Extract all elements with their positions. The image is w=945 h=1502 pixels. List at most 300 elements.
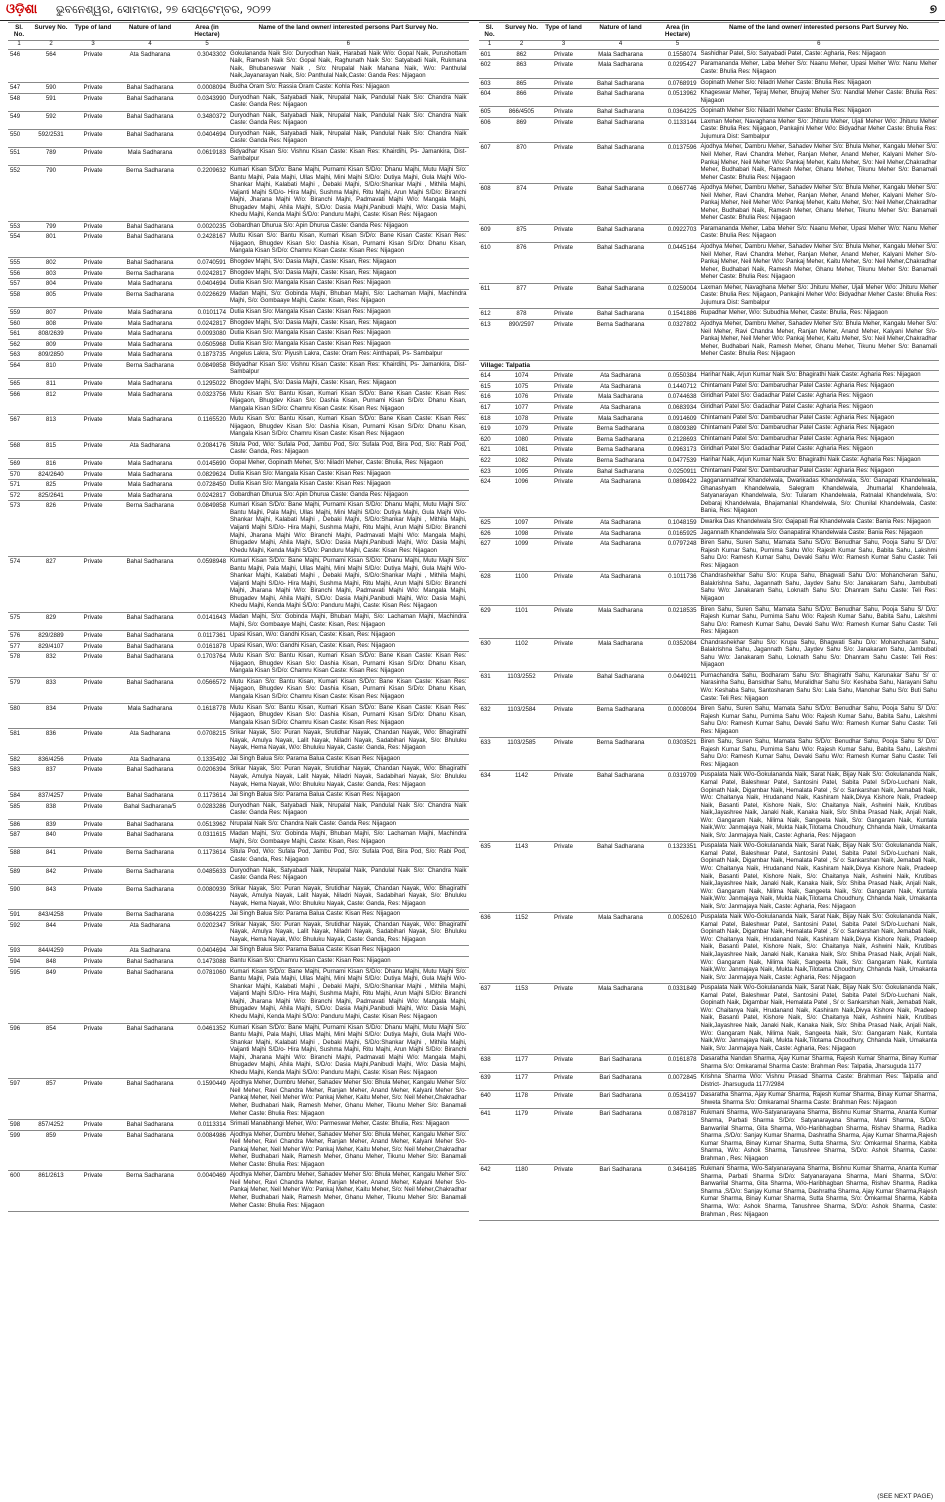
table-row: [8, 307, 469, 318]
cell-sl-no: 571: [8, 480, 30, 491]
cell-survey-no: 874: [501, 184, 543, 225]
cell-area: 0.0534197: [657, 1091, 699, 1109]
cell-area: 0.0343990: [186, 93, 228, 111]
table-row: [8, 703, 469, 729]
cell-area: 0.0404694: [186, 129, 228, 147]
cell-area: 0.1173614: [186, 791, 228, 802]
cell-sl-no: 583: [8, 765, 30, 791]
cell-survey-no: 840: [30, 830, 72, 848]
table-row: [479, 60, 940, 78]
cell-land-nature: Bahal Sadharana: [585, 143, 657, 184]
cell-survey-no: 592: [30, 111, 72, 129]
cell-land-nature: Bahal Sadharana: [585, 224, 657, 242]
cell-survey-no: 824/2640: [30, 469, 72, 480]
cell-area: 0.2428167: [186, 232, 228, 258]
table-row: [479, 319, 940, 360]
cell-area: 0.0008094: [186, 83, 228, 94]
table-row: [8, 754, 469, 765]
cell-sl-no: 591: [8, 910, 30, 921]
cell-area: 0.3480372: [186, 111, 228, 129]
table-row: [479, 1109, 940, 1165]
cell-owner-names: Ajodhya Meher, Dambru Meher, Sahadev Meher S/o: Bhula Meher, Kangalu Meher S/o: Neil Meher, Ravi Chandra Meher, Ranjan Meher, Anand Meher, Kalyani Meher S/o-Pankaj Meher, Neil Meher W/o: Pankaj Meher, Kaitu Meher, S/o: Neil Meher,Chakradhar Meher, Budhabari Naik, Ramesh Meher, Ghanu Meher, Tikunu Meher S/o: Banamali Meher Caste: Bhulia Res: Nijagaon: [228, 1171, 469, 1212]
cell-area: 0.0708215: [186, 729, 228, 755]
cell-owner-names: Chintamani Patel S/o: Dambarudhar Patel Caste: Agharia Res: Nijagaon: [699, 466, 940, 477]
cell-survey-no: 829/4107: [30, 641, 72, 652]
cell-land-nature: Mala Sadharana: [585, 984, 657, 1055]
cell-land-nature: Bahal Sadharana: [585, 671, 657, 704]
cell-owner-names: Harihar Naik, Arjun Kumar Naik S/o: Bhagirathi Naik Caste: Agharia Res: Nijagaon: [699, 456, 940, 467]
cell-area: 0.0137596: [657, 143, 699, 184]
cell-area: 0.0052610: [657, 913, 699, 984]
cell-owner-names: Puspalata Naik W/o-Gokulananda Naik, Sarat Naik, Bijay Naik S/o: Gokulananda Naik, Kamal Patel, Baleshwar Patel, Santosini Patel, Sabita Patel S/D/o-Luchani Naik, Gopinath Naik, Digambar Naik, Hemalata Patel , S/ o: Sankarshan Naik, Jemabati Naik, W/o: Chaitanya Naik, Hrudanand Naik, Kashiram Naik,Divya Kishore Naik, Pradeep Naik, Basanti Patel, Kishore Naik, S/o: Chaitanya Naik, Ashwini Naik, Krutibas Naik,Jayashree Naik, Janaki Naik, Kanaka Naik, S/o: Shiba Prasad Naik, Anjali Naik, W/o: Gangaram Naik, Nilima Naik, Sangeeta Naik, S/o: Gangaram Naik, Kuntala Naik,W/o: Janmajaya Naik, Mukta Naik,Tilotama Choudhury, Chhanda Naik, Umakanta Naik, S/o: Janmajaya Naik, Caste: Agharia, Res: Nijagaon: [699, 842, 940, 913]
cell-sl-no: 587: [8, 830, 30, 848]
table-row: [8, 83, 469, 94]
cell-survey-no: 1178: [501, 1091, 543, 1109]
cell-land-nature: Mala Sadharana: [114, 469, 186, 480]
cell-area: 0.0445164: [657, 242, 699, 283]
cell-land-type: Private: [543, 528, 585, 539]
table-row: [479, 842, 940, 913]
cell-owner-names: Dutia Kisan S/o: Mangala Kisan Caste: Kisan Res: Nijagaon: [228, 329, 469, 340]
cell-owner-names: Giridhari Patel S/o: Gadadhar Patel Caste: Agharia Res: Nijgaon: [699, 445, 940, 456]
cell-land-nature: Ata Sadharana: [114, 49, 186, 82]
cell-sl-no: 548: [8, 93, 30, 111]
cell-owner-names: Madan Majhi, S/o: Gobinda Majhi, Bhuban Majhi, S/o: Lachaman Majhi, Machindra Majhi, S/o: Gombaaye Majhi, Caste: Kisan, Res: Nijagaon: [228, 289, 469, 307]
cell-land-type: Private: [543, 89, 585, 107]
cell-sl-no: 640: [479, 1091, 501, 1109]
cell-area: 0.0072845: [657, 1073, 699, 1091]
header-survey: Survey No.: [501, 23, 543, 41]
cell-land-type: Private: [543, 242, 585, 283]
cell-survey-no: 825/2641: [30, 490, 72, 501]
cell-sl-no: 628: [479, 572, 501, 605]
cell-owner-names: Chandrashekhar Sahu S/o: Krupa Sahu, Bhagwati Sahu D/o: Mohanchəran Sahu, Balakrishna Sahu, Jagannath Sahu, Jaydev Sahu S/o: Janakaram Sahu, Jambubati Sahu W/o: Janakaram Sahu, Loknath Sahu S/o: Dhanram Sahu Caste: Teli Res: Nijagaon: [699, 572, 940, 605]
cell-land-type: Private: [543, 107, 585, 118]
cell-land-nature: Berna Sadharana: [114, 910, 186, 921]
cell-survey-no: 790: [30, 165, 72, 221]
cell-survey-no: 1103/2585: [501, 738, 543, 771]
cell-survey-no: 807: [30, 307, 72, 318]
cell-area: 0.0829624: [186, 469, 228, 480]
table-row: [479, 89, 940, 107]
table-row: [479, 671, 940, 704]
cell-survey-no: 838: [30, 801, 72, 819]
col-num: 6: [228, 40, 469, 49]
cell-land-type: Private: [72, 289, 114, 307]
cell-land-type: Private: [543, 392, 585, 403]
cell-survey-no: 1142: [501, 771, 543, 842]
cell-land-type: Private: [72, 1130, 114, 1171]
cell-land-type: Private: [72, 1171, 114, 1212]
cell-area: 0.1590449: [186, 1079, 228, 1120]
table-row: [8, 946, 469, 957]
cell-land-nature: Bahal Sadharana: [114, 232, 186, 258]
cell-land-nature: Mala Sadharana: [114, 389, 186, 415]
cell-area: 0.0093080: [186, 329, 228, 340]
cell-land-type: Private: [72, 765, 114, 791]
cell-area: 0.1335492: [186, 754, 228, 765]
cell-land-type: Private: [72, 415, 114, 441]
table-row: [8, 258, 469, 269]
cell-survey-no: 859: [30, 1130, 72, 1171]
cell-sl-no: 567: [8, 415, 30, 441]
cell-owner-names: Laxman Meher, Navaghana Meher S/o: Jhituru Meher, Ujali Meher W/o: Jhituru Meher Caste: Bhulia Res: Nijagaon, Pankajini Meher W/o: Bidyadhar Meher Caste: Bhulia Res: Jujumura Dist: Sambalpur: [699, 283, 940, 309]
cell-area: 0.0303521: [657, 738, 699, 771]
table-row: [8, 268, 469, 279]
cell-owner-names: Mutu Kisan S/o: Bantu Kisan, Kumari Kisan S/D/o: Bane Kisan Caste: Kisan Res: Nijagaon, Bhugdev Kisan S/o: Dashia Kisan, Purnami Kisan S/D/o: Dhanu Kisan, Mangala Kisan S/D/o: Chamru Kisan Caste: Kisan Res: Nijagaon: [228, 415, 469, 441]
cell-area: 0.0364225: [657, 107, 699, 118]
cell-sl-no: 570: [8, 469, 30, 480]
cell-land-nature: Mala Sadharana: [114, 307, 186, 318]
cell-sl-no: 599: [8, 1130, 30, 1171]
header-type: Type of land: [543, 23, 585, 41]
cell-area: 0.1440712: [657, 381, 699, 392]
cell-land-type: Private: [72, 703, 114, 729]
cell-survey-no: 865: [501, 78, 543, 89]
table-row: [479, 466, 940, 477]
cell-land-type: Private: [72, 866, 114, 884]
cell-land-type: Private: [72, 641, 114, 652]
cell-area: 0.0084986: [186, 1130, 228, 1171]
cell-land-type: Private: [72, 957, 114, 968]
cell-survey-no: 843: [30, 884, 72, 910]
cell-land-nature: Bahal Sadharana: [114, 557, 186, 613]
cell-land-nature: Bahal Sadharana: [114, 129, 186, 147]
cell-owner-names: Srikar Nayak, S/o: Puran Nayak, Srutidhar Nayak, Chandan Nayak, W/o: Bhagirathi Nayak, Amulya Nayak, Lalit Nayak, Niladri Nayak, Sadabihari Nayak, S/o: Bhuluku Nayak, Hema Nayak, W/o: Bhuluku Nayak, Caste: Ganda, Res: Nijagaon: [228, 920, 469, 946]
cell-owner-names: Jai Singh Balua S/o: Parama Balua Caste: Kisan Res: Nijagaon: [228, 946, 469, 957]
cell-sl-no: 588: [8, 848, 30, 866]
cell-land-type: Private: [72, 801, 114, 819]
cell-area: 0.0331849: [657, 984, 699, 1055]
table-row: [479, 539, 940, 572]
cell-owner-names: Sashidhar Patel, S/o: Satyabadi Patel, Caste: Agharia, Res: Nijagaon: [699, 49, 940, 60]
cell-land-type: Private: [72, 440, 114, 458]
cell-land-nature: Ata Sadharana: [114, 946, 186, 957]
cell-area: 0.0242817: [186, 268, 228, 279]
cell-owner-names: Bidyadhar Kisan S/o: Vishnu Kisan Caste: Kisan Res: Khairdihi, Ps- Jamankira, Dist-Sambalpur: [228, 147, 469, 165]
cell-area: 0.0477539: [657, 456, 699, 467]
cell-area: 0.0323756: [186, 389, 228, 415]
cell-area: 0.0485633: [186, 866, 228, 884]
cell-survey-no: 827: [30, 557, 72, 613]
table-row: [8, 830, 469, 848]
cell-area: 0.0259004: [657, 283, 699, 309]
cell-area: 0.0797248: [657, 539, 699, 572]
cell-owner-names: Kumari Kisan S/D/o: Bane Majhi, Purnami Kisan S/D/o: Dhanu Majhi, Mutu Majhi S/o: Bantu Majhi, Pala Majhi, Ullas Majhi, Mini Majhi S/D/o: Dutiya Majhi, Gula Majhi W/o- Shankar Majhi, Kalabati Majhi , Debaki Majhi, S/D/o:Shankar Majhi , Mithila Majhi, Vaijanti Majhi S/D/o- Hira Majhi, Sushma Majhi, Ritu Majhi, Arun Majhi S/D/o: Biranchi Majhi, Jharana Majhi W/o: Biranchi Majhi, Padmavati Majhi W/o: Mangala Majhi, Bhugadev Majhi, Ahila Majhi, S/D/o: Dasia Majhi,Panibudi Majhi, W/o: Dasia Majhi, Khedu Majhi, Kenda Majhi S/D/o: Panduru Majhi, Caste: Kisan Res: Nijagaon: [228, 501, 469, 557]
cell-owner-names: Paramananda Meher, Laba Meher S/o: Naanu Meher, Upasi Meher W/o: Nanu Meher Caste: Bhulia Res: Nijagaon: [699, 224, 940, 242]
cell-survey-no: 803: [30, 268, 72, 279]
table-row: [8, 147, 469, 165]
land-table-right: [479, 22, 940, 1221]
cell-land-nature: Berna Sadharana: [114, 866, 186, 884]
cell-sl-no: 629: [479, 605, 501, 638]
cell-land-nature: Bahal Sadharana: [114, 652, 186, 678]
cell-area: 0.0550384: [657, 371, 699, 382]
cell-sl-no: 617: [479, 403, 501, 414]
cell-owner-names: Angelus Lakra, S/o: Piyush Lakra, Caste: Oram Res: Ainthapali, Ps- Sambalpur: [228, 350, 469, 361]
cell-land-nature: Bari Sadharana: [585, 1165, 657, 1221]
cell-survey-no: 808: [30, 318, 72, 329]
table-row: [479, 456, 940, 467]
cell-area: 0.0113314: [186, 1120, 228, 1131]
cell-sl-no: 638: [479, 1055, 501, 1073]
col-num: 6: [699, 40, 940, 49]
cell-area: 0.1558074: [657, 49, 699, 60]
cell-area: 0.1541886: [657, 309, 699, 320]
cell-area: 0.0352084: [657, 638, 699, 671]
cell-survey-no: 825: [30, 480, 72, 491]
cell-sl-no: 610: [479, 242, 501, 283]
cell-land-type: Private: [72, 557, 114, 613]
cell-owner-names: Paramananda Meher, Laba Meher S/o: Naanu Meher, Upasi Meher W/o: Nanu Meher Caste: Bhulia Res: Nijagaon: [699, 60, 940, 78]
cell-land-type: Private: [72, 946, 114, 957]
table-row: [479, 738, 940, 771]
cell-owner-names: Situla Pod, W/o: Sufala Pod, Jambu Pod, S/o: Sufala Pod, Bira Pod, S/o: Rabi Pod, Caste: Ganda, Res: Nijagaon: [228, 440, 469, 458]
table-row: [8, 339, 469, 350]
cell-survey-no: 857/4252: [30, 1120, 72, 1131]
cell-survey-no: 857: [30, 1079, 72, 1120]
cell-sl-no: 602: [479, 60, 501, 78]
cell-land-nature: Bahal Sadharana: [114, 1130, 186, 1171]
cell-land-type: Private: [543, 671, 585, 704]
cell-area: 0.0404694: [186, 946, 228, 957]
cell-owner-names: Dutia Kisan S/o: Mangala Kisan Caste: Kisan Res: Nijagaon: [228, 469, 469, 480]
cell-land-nature: Mala Sadharana: [114, 279, 186, 290]
cell-area: 0.0768919: [657, 78, 699, 89]
cell-sl-no: 626: [479, 528, 501, 539]
cell-owner-names: Rukmani Sharma, W/o-Satyanarayana Sharma, Bishnu Kumar Sharma, Ananta Kumar Sharma, Parbati Sharma S/D/o: Satyanarayana Sharma, Mani Sharma, S/D/o: Banwarilal Sharma, Gita Sharma, W/o-Haribhagban Sharma, Rishav Sharma, Radika Sharma ,S/D/o: Sanjay Kumar Sharma, Dashratha Sharma, Ajay Kumar Sharma,Rajesh Kumar Sharma, Binay Kumar Sharma, Sutta Sharma, S/o: Omkarmal Sharma, Kabita Sharma, W/o: Ashok Sharma, Tanushree Sharma, S/D/o: Ashok Sharma, Caste: Brahman , Res: Nijagaon: [699, 1109, 940, 1165]
cell-survey-no: 1095: [501, 466, 543, 477]
table-row: [8, 1023, 469, 1079]
cell-land-nature: Ata Sadharana: [585, 381, 657, 392]
cell-sl-no: 566: [8, 389, 30, 415]
cell-sl-no: 605: [479, 107, 501, 118]
cell-sl-no: 553: [8, 221, 30, 232]
cell-land-nature: Mala Sadharana: [114, 147, 186, 165]
cell-land-nature: Bahal Sadharana: [585, 184, 657, 225]
cell-survey-no: 862: [501, 49, 543, 60]
cell-area: 0.1618778: [186, 703, 228, 729]
cell-sl-no: 547: [8, 83, 30, 94]
cell-land-nature: Mala Sadharana: [114, 703, 186, 729]
cell-land-nature: Mala Sadharana: [114, 318, 186, 329]
cell-land-type: Private: [543, 184, 585, 225]
cell-survey-no: 833: [30, 677, 72, 703]
cell-land-nature: Ata Sadharana: [114, 729, 186, 755]
cell-owner-names: Mutu Kisan S/o: Bantu Kisan, Kumari Kisan S/D/o: Bane Kisan Caste: Kisan Res: Nijagaon, Bhugdev Kisan S/o: Dashia Kisan, Purnami Kisan S/D/o: Dhanu Kisan, Mangala Kisan S/D/o: Chamru Kisan Caste: Kisan Res: Nijagaon: [228, 677, 469, 703]
table-row: [8, 165, 469, 221]
table-row: [8, 1171, 469, 1212]
cell-owner-names: Dasaratha Nandan Sharma, Ajay Kumar Sharma, Rajesh Kumar Sharma, Binay Kumar Sharma S/o: Omkaramal Sharma Caste: Brahman Res: Talpatia, Jharsuguda 1177: [699, 1055, 940, 1073]
table-row: [8, 360, 469, 378]
table-row: [479, 572, 940, 605]
cell-survey-no: 848: [30, 957, 72, 968]
cell-land-nature: Bahal Sadharana: [585, 309, 657, 320]
cell-land-type: Private: [72, 490, 114, 501]
cell-owner-names: Gopinath Meher S/o: Niladri Meher Caste: Bhulia Res: Nijagaon: [699, 107, 940, 118]
newspaper-masthead: ଓଡ଼ିଶା: [6, 2, 38, 17]
cell-sl-no: 604: [479, 89, 501, 107]
cell-area: 0.0206394: [186, 765, 228, 791]
cell-survey-no: 810: [30, 360, 72, 378]
cell-survey-no: 812: [30, 389, 72, 415]
cell-land-nature: Berna Sadharana: [585, 319, 657, 360]
header-sl: Sl. No.: [8, 23, 30, 41]
cell-survey-no: 875: [501, 224, 543, 242]
cell-land-nature: Mala Sadharana: [585, 413, 657, 424]
table-row: [8, 819, 469, 830]
cell-area: 0.0740591: [186, 258, 228, 269]
cell-sl-no: 581: [8, 729, 30, 755]
cell-area: 0.0161878: [186, 641, 228, 652]
cell-land-nature: Bahal Sadharana: [114, 93, 186, 111]
cell-land-type: Private: [543, 1109, 585, 1165]
table-row: [8, 765, 469, 791]
cell-owner-names: Duryodhan Naik, Satyabadi Naik, Nrupalal Naik, Pandulal Naik S/o: Chandra Naik Caste: Ganda Res: Nijagaon: [228, 129, 469, 147]
cell-survey-no: 826: [30, 501, 72, 557]
cell-land-type: Private: [543, 771, 585, 842]
cell-area: 0.0202347: [186, 920, 228, 946]
cell-survey-no: 1079: [501, 424, 543, 435]
cell-owner-names: Bhogdev Majhi, S/o: Dasia Majhi, Caste: Kisan, Res: Nijagaon: [228, 258, 469, 269]
cell-sl-no: 559: [8, 307, 30, 318]
cell-survey-no: 837: [30, 765, 72, 791]
cell-area: 0.0311615: [186, 830, 228, 848]
cell-survey-no: 861/2613: [30, 1171, 72, 1212]
village-label: Village: Talpatia: [479, 360, 940, 371]
header-area: Area (in Hectare): [657, 23, 699, 41]
cell-survey-no: 1096: [501, 477, 543, 518]
cell-land-type: Private: [543, 319, 585, 360]
cell-land-type: Private: [72, 819, 114, 830]
cell-sl-no: 612: [479, 309, 501, 320]
cell-owner-names: Khageswar Meher, Tejraj Meher, Bhujraj Meher S/o: Nandlal Meher Caste: Bhulia Res: Nijagaon: [699, 89, 940, 107]
header-sl: Sl. No.: [479, 23, 501, 41]
cell-land-type: Private: [543, 456, 585, 467]
cell-area: 0.0165925: [657, 528, 699, 539]
cell-land-nature: Bahal Sadharana: [114, 631, 186, 642]
cell-sl-no: 630: [479, 638, 501, 671]
cell-sl-no: 574: [8, 557, 30, 613]
table-row: [8, 884, 469, 910]
cell-survey-no: 841: [30, 848, 72, 866]
cell-area: 0.0619183: [186, 147, 228, 165]
cell-survey-no: 1077: [501, 403, 543, 414]
cell-land-type: Private: [72, 754, 114, 765]
cell-sl-no: 561: [8, 329, 30, 340]
cell-land-type: Private: [72, 360, 114, 378]
cell-land-nature: Mala Sadharana: [585, 60, 657, 78]
cell-land-type: Private: [72, 318, 114, 329]
cell-area: 0.1011736: [657, 572, 699, 605]
table-row: [479, 434, 940, 445]
table-row: [8, 631, 469, 642]
cell-owner-names: Dutia Kisan S/o: Mangala Kisan Caste: Kisan Res: Nijagaon: [228, 279, 469, 290]
cell-owner-names: Giridhari Patel S/o: Gadadhar Patel Caste: Agharia Res: Nijgaon: [699, 403, 940, 414]
cell-land-type: Private: [543, 403, 585, 414]
cell-sl-no: 590: [8, 884, 30, 910]
cell-owner-names: Puspalata Naik W/o-Gokulananda Naik, Sarat Naik, Bijay Naik S/o: Gokulananda Naik, Kamal Patel, Baleshwar Patel, Santosini Patel, Sabita Patel S/D/o-Luchani Naik, Gopinath Naik, Digambar Naik, Hemalata Patel , S/ o: Sankarshan Naik, Jemabati Naik, W/o: Chaitanya Naik, Hrudanand Naik, Kashiram Naik,Divya Kishore Naik, Pradeep Naik, Basanti Patel, Kishore Naik, S/o: Chaitanya Naik, Ashwini Naik, Krutibas Naik,Jayashree Naik, Janaki Naik, Kanaka Naik, S/o: Shiba Prasad Naik, Anjali Naik, W/o: Gangaram Naik, Nilima Naik, Sangeeta Naik, S/o: Gangaram Naik, Kuntala Naik,W/o: Janmajaya Naik, Mukta Naik,Tilotama Choudhury, Chhanda Naik, Umakanta Naik, S/o: Janmajaya Naik, Caste: Agharia, Res: Nijagaon: [699, 984, 940, 1055]
cell-sl-no: 557: [8, 279, 30, 290]
cell-sl-no: 634: [479, 771, 501, 842]
cell-owner-names: Madan Majhi, S/o: Gobinda Majhi, Bhuban Majhi, S/o: Lachaman Majhi, Machindra Majhi, S/o: Gombaaye Majhi, Caste: Kisan, Res: Nijagaon: [228, 830, 469, 848]
cell-land-nature: Mala Sadharana: [114, 339, 186, 350]
cell-land-type: Private: [543, 78, 585, 89]
cell-owner-names: Dutia Kisan S/o: Mangala Kisan Caste: Kisan Res: Nijagaon: [228, 339, 469, 350]
cell-land-type: Private: [72, 389, 114, 415]
cell-land-type: Private: [543, 224, 585, 242]
cell-land-nature: Bahal Sadharana: [114, 1120, 186, 1131]
cell-land-type: Private: [543, 283, 585, 309]
col-num: 2: [30, 40, 72, 49]
cell-owner-names: Bhogdev Majhi, S/o: Dasia Majhi, Caste: Kisan, Res: Nijagaon: [228, 378, 469, 389]
cell-owner-names: Nrupalal Naik S/o: Chandra Naik Caste: Ganda Res: Nijagaon: [228, 819, 469, 830]
cell-land-type: Private: [72, 1120, 114, 1131]
cell-land-nature: Berna Sadharana: [585, 434, 657, 445]
cell-sl-no: 572: [8, 490, 30, 501]
cell-sl-no: 594: [8, 957, 30, 968]
table-row: [479, 1055, 940, 1073]
table-row: [8, 389, 469, 415]
cell-survey-no: 890/2597: [501, 319, 543, 360]
cell-land-type: Private: [72, 910, 114, 921]
cell-survey-no: 1103/2584: [501, 705, 543, 738]
cell-land-nature: Mala Sadharana: [585, 638, 657, 671]
cell-area: 0.0461352: [186, 1023, 228, 1079]
table-row: [479, 1165, 940, 1221]
cell-area: 0.0242817: [186, 318, 228, 329]
cell-land-type: Private: [72, 458, 114, 469]
cell-area: 0.1703764: [186, 652, 228, 678]
cell-survey-no: 564: [30, 49, 72, 82]
cell-sl-no: 596: [8, 1023, 30, 1079]
cell-land-nature: Ata Sadharana: [585, 371, 657, 382]
table-row: [8, 111, 469, 129]
cell-land-type: Private: [543, 842, 585, 913]
table-row: [8, 1130, 469, 1171]
cell-sl-no: 618: [479, 413, 501, 424]
cell-sl-no: 613: [479, 319, 501, 360]
cell-land-nature: Bahal Sadharana: [585, 78, 657, 89]
cell-area: 0.1323351: [657, 842, 699, 913]
cell-area: 0.0598948: [186, 557, 228, 613]
cell-sl-no: 608: [479, 184, 501, 225]
cell-land-nature: Bahal Sadharana/5: [114, 801, 186, 819]
cell-land-type: Private: [543, 413, 585, 424]
cell-land-type: Private: [543, 445, 585, 456]
cell-owner-names: Ajodhya Meher, Dambru Meher, Sahadev Meher S/o: Bhula Meher, Kangalu Meher S/o: Neil Meher, Ravi Chandra Meher, Ranjan Meher, Anand Meher, Kalyani Meher S/o-Pankaj Meher, Neil Meher W/o: Pankaj Meher, Kaitu Meher, S/o: Neil Meher,Chakradhar Meher, Budhabari Naik, Ramesh Meher, Ghanu Meher, Tikunu Meher S/o: Banamali Meher Caste: Bhulia Res: Nijagaon: [699, 184, 940, 225]
cell-survey-no: 1102: [501, 638, 543, 671]
cell-survey-no: 866/4505: [501, 107, 543, 118]
cell-land-nature: Mala Sadharana: [114, 458, 186, 469]
table-row: [8, 1120, 469, 1131]
cell-sl-no: 576: [8, 631, 30, 642]
cell-owner-names: Harihar Naik, Arjun Kumar Naik S/o: Bhagirathi Naik Caste: Agharia Res: Nijagaon: [699, 371, 940, 382]
cell-owner-names: Chintamani Patel S/o: Dambarudhar Patel Caste: Agharia Res: Nijagaon: [699, 434, 940, 445]
cell-land-type: Private: [72, 830, 114, 848]
cell-sl-no: 627: [479, 539, 501, 572]
cell-area: 0.0809389: [657, 424, 699, 435]
col-num: 4: [114, 40, 186, 49]
header-nature: Nature of land: [585, 23, 657, 41]
cell-owner-names: Srimati Manabhangi Meher, W/o: Parmeswar Meher, Caste: Bhulia, Res: Nijagaon: [228, 1120, 469, 1131]
cell-land-type: Private: [543, 434, 585, 445]
cell-land-type: Private: [72, 49, 114, 82]
cell-survey-no: 804: [30, 279, 72, 290]
cell-owner-names: Kumari Kisan S/D/o: Bane Majhi, Purnami Kisan S/D/o: Dhanu Majhi, Mutu Majhi S/o: Bantu Majhi, Pala Majhi, Ullas Majhi, Mini Majhi S/D/o: Dutiya Majhi, Gula Majhi W/o- Shankar Majhi, Kalabati Majhi , Debaki Majhi, S/D/o:Shankar Majhi , Mithila Majhi, Vaijanti Majhi S/D/o- Hira Majhi, Sushma Majhi, Ritu Majhi, Arun Majhi S/D/o: Biranchi Majhi, Jharana Majhi W/o: Biranchi Majhi, Padmavati Majhi W/o: Mangala Majhi, Bhugadev Majhi, Ahila Majhi, S/D/o: Dasia Majhi,Panibudi Majhi, W/o: Dasia Majhi, Khedu Majhi, Kenda Majhi S/D/o: Panduru Majhi, Caste: Kisan Res: Nijagaon: [228, 557, 469, 613]
cell-survey-no: 590: [30, 83, 72, 94]
cell-sl-no: 568: [8, 440, 30, 458]
